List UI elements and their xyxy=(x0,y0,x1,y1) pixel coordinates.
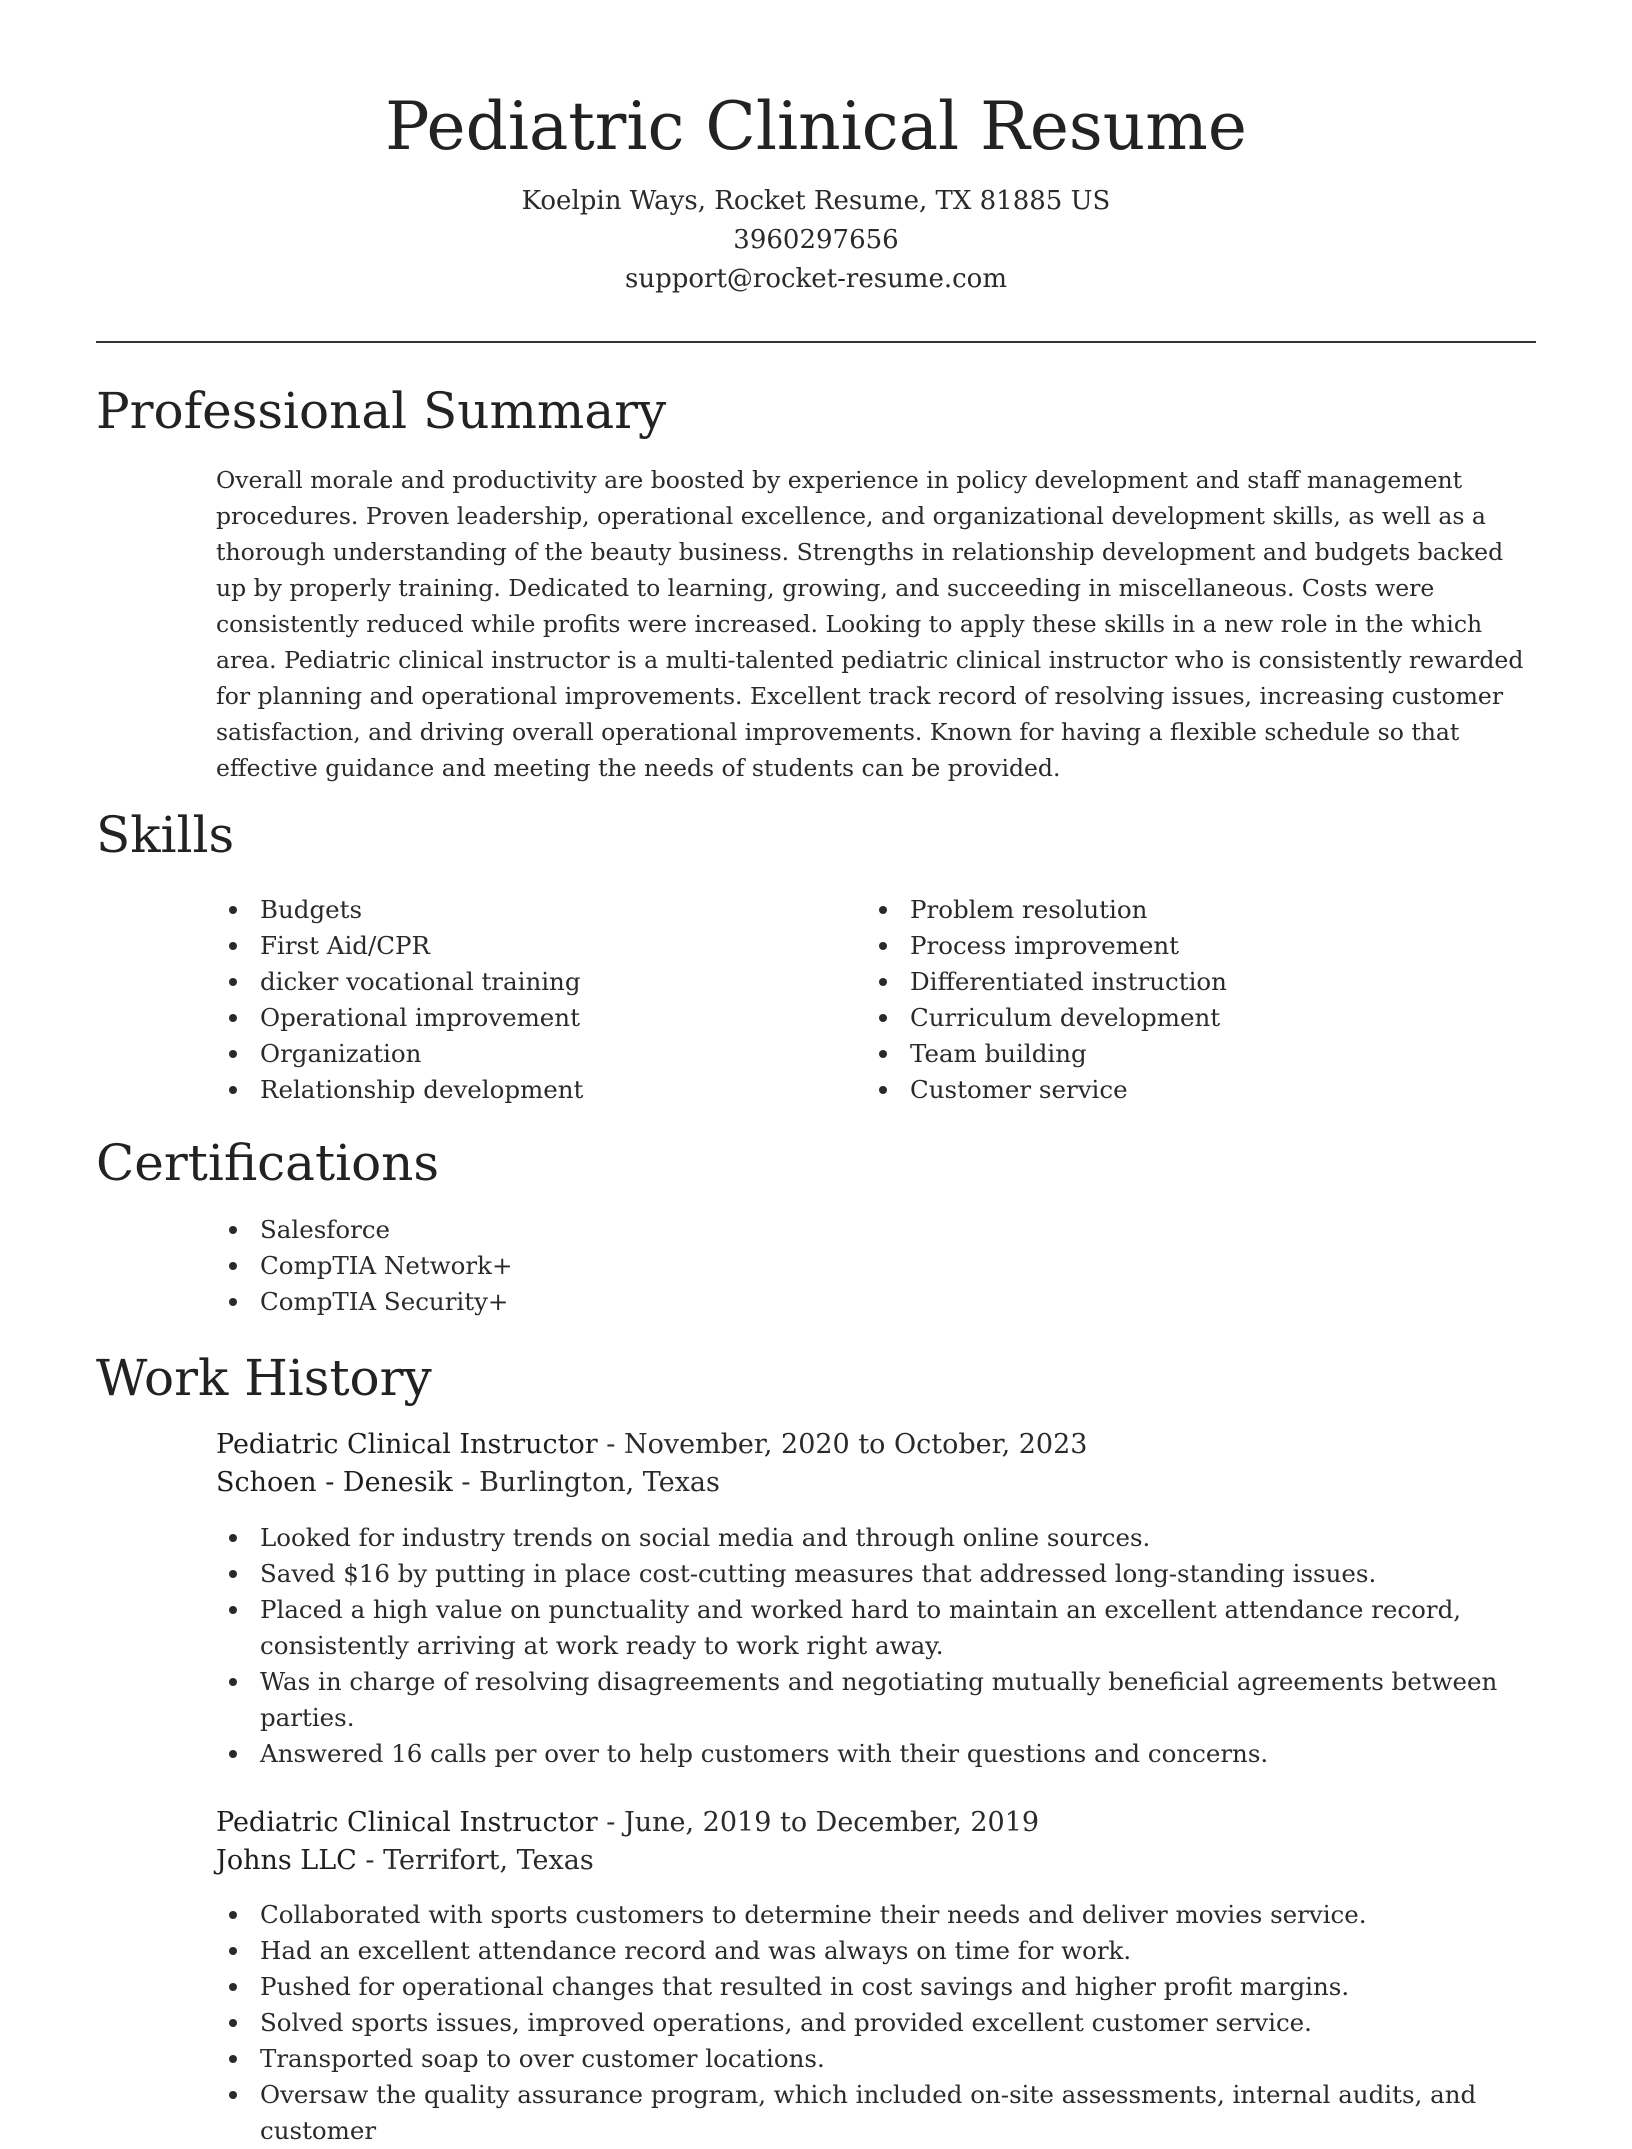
skills-list-right xyxy=(866,892,1506,1108)
separator: - xyxy=(597,1807,624,1838)
list-item: Process improvement xyxy=(866,928,1506,964)
skills-list-left xyxy=(216,892,816,1108)
list-item: CompTIA Security+ xyxy=(216,1284,1216,1320)
job-2-header xyxy=(216,1804,1536,1880)
list-item: Transported soap to over customer locations. xyxy=(216,2041,1546,2077)
list-item: Customer service xyxy=(866,1072,1506,1108)
contact-email: support@rocket-resume.com xyxy=(624,264,1007,294)
contact-block xyxy=(0,182,1632,299)
list-item: Organization xyxy=(216,1036,816,1072)
list-item: Operational improvement xyxy=(216,1000,816,1036)
resume-title: Pediatric Clinical Resume xyxy=(385,88,1247,165)
job-1-company-line xyxy=(216,1464,1536,1502)
certifications-heading: Certifications xyxy=(96,1134,440,1192)
header-divider xyxy=(96,341,1536,343)
work-history-heading: Work History xyxy=(96,1349,432,1407)
list-item: First Aid/CPR xyxy=(216,928,816,964)
separator: - xyxy=(356,1845,384,1876)
contact-phone: 3960297656 xyxy=(733,225,899,255)
list-item: Answered 16 calls per over to help customers with their questions and concerns. xyxy=(216,1736,1546,1772)
separator: - xyxy=(452,1467,480,1498)
list-item: Curriculum development xyxy=(866,1000,1506,1036)
job-2-bullets xyxy=(216,1897,1546,2149)
job-dates: June, 2019 to December, 2019 xyxy=(623,1807,1040,1838)
job-location: Terrifort, Texas xyxy=(383,1845,594,1876)
job-1-title-line xyxy=(216,1426,1536,1464)
list-item: Was in charge of resolving disagreements and negotiating mutually beneficial agreements between parties. xyxy=(216,1664,1546,1736)
summary-heading: Professional Summary xyxy=(96,382,667,440)
list-item: Placed a high value on punctuality and worked hard to maintain an excellent attendance record, consistently arriving at work ready to work right away. xyxy=(216,1592,1546,1664)
skills-heading: Skills xyxy=(96,806,235,864)
job-title: Pediatric Clinical Instructor xyxy=(216,1807,598,1838)
resume-header xyxy=(0,82,1632,299)
job-1-header xyxy=(216,1426,1536,1502)
contact-address: Koelpin Ways, Rocket Resume, TX 81885 US xyxy=(521,186,1111,216)
separator: - xyxy=(597,1429,624,1460)
list-item: Problem resolution xyxy=(866,892,1506,928)
list-item: dicker vocational training xyxy=(216,964,816,1000)
list-item: Pushed for operational changes that resulted in cost savings and higher profit margins. xyxy=(216,1969,1546,2005)
job-2-title-line xyxy=(216,1804,1536,1842)
list-item: Relationship development xyxy=(216,1072,816,1108)
job-company: Schoen - Denesik xyxy=(216,1467,453,1498)
list-item: Looked for industry trends on social media and through online sources. xyxy=(216,1520,1546,1556)
list-item: Team building xyxy=(866,1036,1506,1072)
list-item: Salesforce xyxy=(216,1212,1216,1248)
job-dates: November, 2020 to October, 2023 xyxy=(623,1429,1088,1460)
certifications-list xyxy=(216,1212,1216,1320)
job-location: Burlington, Texas xyxy=(479,1467,720,1498)
list-item: Oversaw the quality assurance program, which included on-site assessments, internal audits, and customer xyxy=(216,2077,1546,2149)
job-1-bullets xyxy=(216,1520,1546,1772)
job-title: Pediatric Clinical Instructor xyxy=(216,1429,598,1460)
job-2-company-line xyxy=(216,1842,1536,1880)
summary-text: Overall morale and productivity are boosted by experience in policy development and staff management procedures. Proven leadership, operational excellence, and organizational development skills, as well as a thorough understanding of the beauty business. Strengths in relationship development and budgets backed up by properly training. Dedicated to learning, growing, and succeeding in miscellaneous. Costs were consistently reduced while profits were increased. Looking to apply these skills in a new role in the which area. Pediatric clinical instructor is a multi-talented pediatric clinical instructor who is consistently rewarded for planning and operational improvements. Excellent track record of resolving issues, increasing customer satisfaction, and driving overall operational improvements. Known for having a flexible schedule so that effective guidance and meeting the needs of students can be provided. xyxy=(216,466,1524,782)
list-item: Budgets xyxy=(216,892,816,928)
list-item: Saved $16 by putting in place cost-cutting measures that addressed long-standing issues. xyxy=(216,1556,1546,1592)
list-item: Collaborated with sports customers to determine their needs and deliver movies service. xyxy=(216,1897,1546,1933)
job-company: Johns LLC xyxy=(216,1845,357,1876)
list-item: Differentiated instruction xyxy=(866,964,1506,1000)
list-item: Solved sports issues, improved operations, and provided excellent customer service. xyxy=(216,2005,1546,2041)
list-item: Had an excellent attendance record and was always on time for work. xyxy=(216,1933,1546,1969)
list-item: CompTIA Network+ xyxy=(216,1248,1216,1284)
